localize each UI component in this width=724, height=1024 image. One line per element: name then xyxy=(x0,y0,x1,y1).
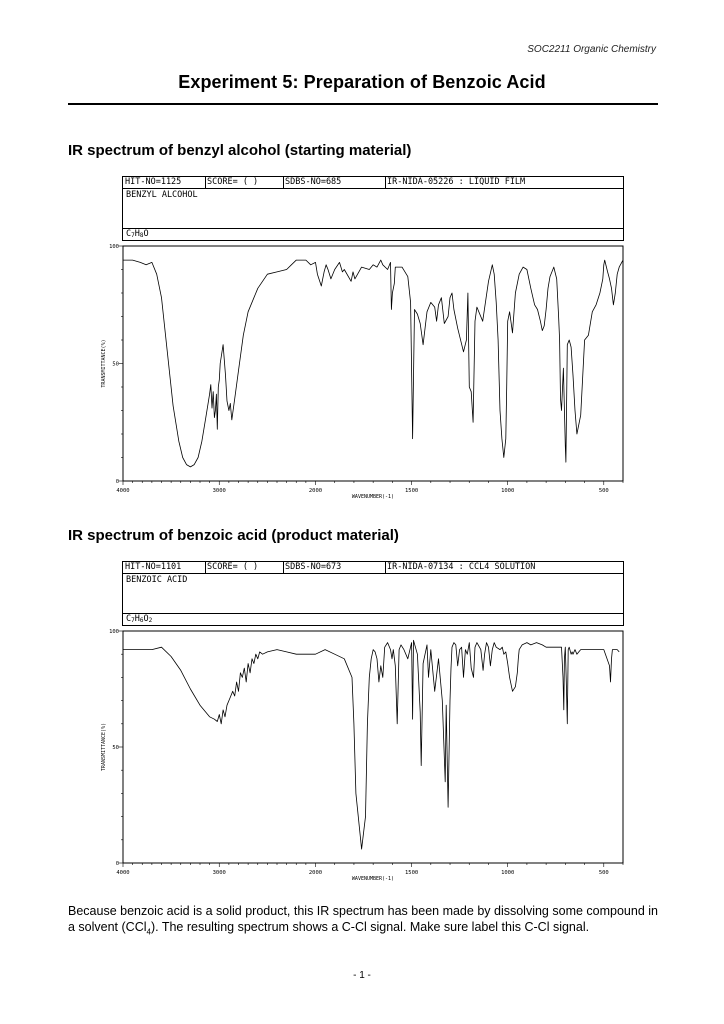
formula-element: O xyxy=(143,229,149,239)
x-tick-label: 500 xyxy=(598,488,609,494)
y-tick-label: 0 xyxy=(115,861,119,867)
ir-nida: IR-NIDA-07134 : CCL4 SOLUTION xyxy=(387,562,536,572)
plot-frame xyxy=(123,246,623,481)
x-tick-label: 500 xyxy=(598,870,609,876)
score: SCORE= ( ) xyxy=(205,177,284,188)
course-code: SOC2211 Organic Chemistry xyxy=(527,44,656,55)
y-axis-label: TRANSMITTANCE(%) xyxy=(101,722,107,772)
x-axis-label: WAVENUMBER(-1) xyxy=(351,876,395,882)
hit-no: HIT-NO=1125 xyxy=(123,177,206,188)
page-title: Experiment 5: Preparation of Benzoic Acid xyxy=(178,72,546,92)
formula-element: C xyxy=(126,614,132,624)
molecular-formula xyxy=(126,614,152,626)
y-tick-label: 0 xyxy=(115,479,119,485)
formula-row xyxy=(123,613,623,625)
x-tick-label: 2000 xyxy=(308,488,323,494)
info-row xyxy=(123,562,623,574)
y-axis-label: TRANSMITTANCE(%) xyxy=(101,339,107,388)
x-tick-label: 4000 xyxy=(116,870,130,876)
formula-subscript: 7 xyxy=(131,232,135,239)
x-tick-label: 3000 xyxy=(212,870,226,876)
formula-element: H xyxy=(134,229,140,239)
section-heading-benzyl-alcohol: IR spectrum of benzyl alcohol (starting material) xyxy=(68,142,412,159)
x-tick-label: 1500 xyxy=(404,870,419,876)
sdbs-no: SDBS-NO=685 xyxy=(283,177,386,188)
section-heading-benzoic-acid: IR spectrum of benzoic acid (product material) xyxy=(68,527,399,544)
x-tick-label: 1000 xyxy=(501,870,515,876)
compound-name: BENZOIC ACID xyxy=(126,575,188,585)
x-tick-label: 1500 xyxy=(404,488,419,494)
hit-no: HIT-NO=1101 xyxy=(123,562,206,573)
x-tick-label: 3000 xyxy=(212,488,226,494)
score: SCORE= ( ) xyxy=(205,562,284,573)
x-tick-label: 4000 xyxy=(116,488,130,494)
formula-subscript: 6 xyxy=(139,617,144,624)
y-tick-label: 50 xyxy=(112,745,119,751)
x-tick-label: 2000 xyxy=(308,870,323,876)
paragraph-text: Because benzoic acid is a solid product, this IR spectrum has been made by dissolving some compound in a solvent (CCl xyxy=(68,904,658,934)
formula-element: H xyxy=(134,614,140,624)
y-tick-label: 50 xyxy=(112,361,119,368)
x-axis-label: WAVENUMBER(-1) xyxy=(351,494,395,500)
y-tick-label: 100 xyxy=(109,629,119,635)
ir-nida: IR-NIDA-05226 : LIQUID FILM xyxy=(387,177,526,187)
spectrum-info-box-benzoic-acid xyxy=(122,561,624,626)
x-tick-label: 1000 xyxy=(501,488,515,494)
sdbs-no: SDBS-NO=673 xyxy=(283,562,386,573)
formula-subscript: 2 xyxy=(148,617,153,624)
formula-subscript: 8 xyxy=(139,232,144,239)
paragraph-subscript: 4 xyxy=(146,927,151,936)
y-tick-label: 100 xyxy=(109,244,119,250)
paragraph-text: ). The resulting spectrum shows a C-Cl signal. Make sure label this C-Cl signal. xyxy=(150,919,590,934)
compound-name: BENZYL ALCOHOL xyxy=(126,190,198,200)
page-number: - 1 - xyxy=(353,970,371,981)
formula-element: C xyxy=(126,229,132,239)
formula-element: O xyxy=(143,614,149,624)
explanation-paragraph xyxy=(68,904,658,940)
formula-subscript: 7 xyxy=(131,617,135,624)
spectrum-trace xyxy=(123,260,623,467)
